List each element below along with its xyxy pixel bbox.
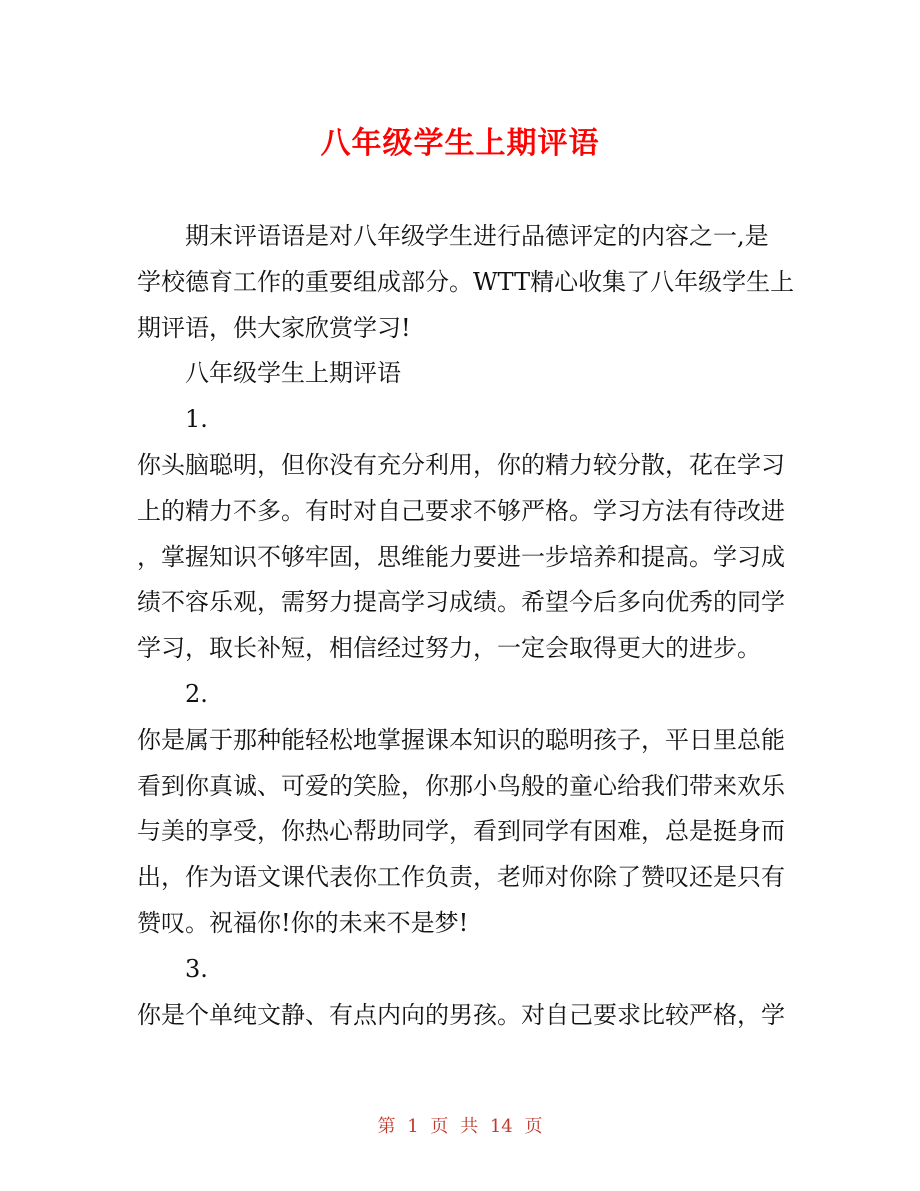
intro-line-3: 期评语，供大家欣赏学习! bbox=[137, 313, 411, 342]
comment-1-line-3: ，掌握知识不够牢固，思维能力要进一步培养和提高。学习成 bbox=[137, 542, 785, 571]
intro-line-2: 学校德育工作的重要组成部分。WTT精心收集了八年级学生上 bbox=[137, 267, 795, 296]
comment-2-line-2: 看到你真诚、可爱的笑脸，你那小鸟般的童心给我们带来欢乐 bbox=[137, 771, 785, 800]
comment-2-line-4: 出，作为语文课代表你工作负责，老师对你除了赞叹还是只有 bbox=[137, 863, 785, 892]
section-heading: 八年级学生上期评语 bbox=[185, 359, 401, 388]
comment-3-line-1: 你是个单纯文静、有点内向的男孩。对自己要求比较严格，学 bbox=[137, 1000, 785, 1029]
comment-1-line-5: 学习，取长补短，相信经过努力，一定会取得更大的进步。 bbox=[137, 634, 761, 663]
comment-2-line-5: 赞叹。祝福你!你的未来不是梦! bbox=[137, 908, 469, 937]
item-number-1: 1. bbox=[185, 405, 208, 434]
comment-2-line-1: 你是属于那种能轻松地掌握课本知识的聪明孩子，平日里总能 bbox=[137, 725, 785, 754]
comment-1-line-1: 你头脑聪明，但你没有充分利用，你的精力较分散，花在学习 bbox=[137, 450, 785, 479]
comment-1-line-2: 上的精力不多。有时对自己要求不够严格。学习方法有待改进 bbox=[137, 496, 785, 525]
document-title: 八年级学生上期评语 bbox=[320, 126, 600, 161]
page-indicator: 第 1 页 共 14 页 bbox=[377, 1116, 543, 1137]
intro-line-1: 期末评语语是对八年级学生进行品德评定的内容之一,是 bbox=[185, 222, 769, 250]
comment-1-line-4: 绩不容乐观，需努力提高学习成绩。希望今后多向优秀的同学 bbox=[137, 588, 785, 617]
item-number-2: 2. bbox=[185, 679, 208, 708]
item-number-3: 3. bbox=[185, 954, 208, 983]
document-body bbox=[137, 214, 795, 1038]
comment-2-line-3: 与美的享受，你热心帮助同学，看到同学有困难，总是挺身而 bbox=[137, 817, 785, 846]
